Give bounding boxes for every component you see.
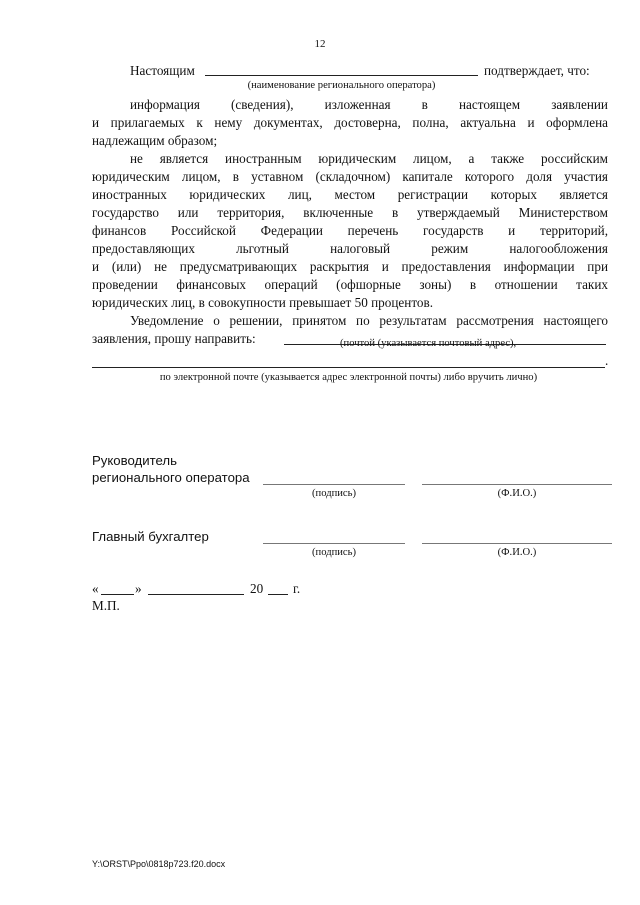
- info-line-1: информация (сведения), изложенная в настоящем заявлении: [130, 97, 608, 112]
- notice-line-1: Уведомление о решении, принятом по результатам рассмотрения настоящего: [130, 313, 608, 328]
- accountant-name-blank: [422, 543, 612, 544]
- head-name-blank: [422, 484, 612, 485]
- date-year-blank: [268, 594, 288, 595]
- date-day-blank: [101, 594, 134, 595]
- postal-address-caption: (почтой (указывается почтовый адрес),: [340, 338, 517, 349]
- accountant-title: Главный бухгалтер: [92, 529, 209, 544]
- address-period: .: [605, 353, 609, 368]
- head-signature-blank: [263, 484, 405, 485]
- stamp-place: М.П.: [92, 598, 120, 613]
- date-close-quote: »: [135, 581, 142, 596]
- head-name-caption: (Ф.И.О.): [497, 488, 537, 499]
- head-title-line-2: регионального оператора: [92, 470, 250, 485]
- date-open-quote: «: [92, 581, 99, 596]
- date-month-blank: [148, 594, 244, 595]
- accountant-signature-caption: (подпись): [312, 547, 356, 558]
- foreign-line-9: юридических лиц, в совокупности превышает 50 процентов.: [92, 295, 434, 310]
- date-year-prefix: 20: [250, 581, 264, 596]
- page-number: 12: [314, 38, 326, 50]
- foreign-line-4: государство или территория, включенные в утверждаемый Министерством: [92, 205, 608, 220]
- info-line-2: и прилагаемых к нему документах, достоверна, полна, актуальна и оформлена: [92, 115, 608, 130]
- footer-file-path: Y:\ORST\Ppo\0818p723.f20.docx: [92, 859, 226, 869]
- operator-name-blank: [205, 75, 478, 76]
- confirm-suffix: подтверждает, что:: [484, 63, 590, 78]
- foreign-line-7: и (или) не предусматривающих раскрытия и предоставления информации при: [92, 259, 608, 274]
- foreign-line-8: проведении финансовых операций (офшорные зоны) в отношении таких: [92, 277, 608, 292]
- operator-name-caption: (наименование регионального оператора): [247, 80, 436, 91]
- head-title-line-1: Руководитель: [92, 453, 177, 468]
- date-year-suffix: г.: [293, 581, 301, 596]
- foreign-line-6: предоставляющих льготный налоговый режим налогообложения: [92, 241, 608, 256]
- foreign-line-5: финансов Российской Федерации перечень государств и территорий,: [92, 223, 608, 238]
- email-address-blank: [92, 367, 605, 368]
- accountant-name-caption: (Ф.И.О.): [497, 547, 537, 558]
- confirm-prefix: Настоящим: [130, 63, 195, 78]
- notice-line-2: заявления, прошу направить:: [92, 331, 256, 346]
- email-address-caption: по электронной почте (указывается адрес электронной почты) либо вручить лично): [159, 372, 538, 383]
- foreign-line-2: юридическим лицом, в уставном (складочном) капитале которого доля участия: [92, 169, 608, 184]
- info-line-3: надлежащим образом;: [92, 133, 218, 148]
- foreign-line-1: не является иностранным юридическим лицом, а также российским: [130, 151, 608, 166]
- foreign-line-3: иностранных юридических лиц, местом регистрации которых является: [92, 187, 608, 202]
- head-signature-caption: (подпись): [312, 488, 356, 499]
- accountant-signature-blank: [263, 543, 405, 544]
